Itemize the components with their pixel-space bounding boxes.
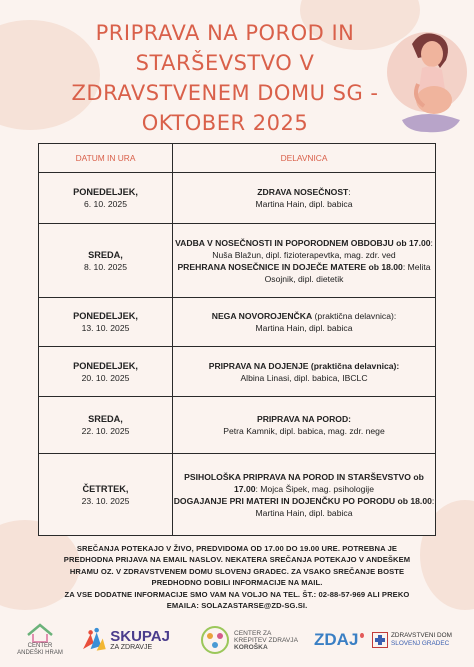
logo-text: ZDRAVSTVENI DOM — [391, 632, 452, 639]
info-line: SREČANJA POTEKAJO V ŽIVO, PREDVIDOMA OD 17.00 DO 19.00 URE. POTREBNA JE — [76, 544, 398, 553]
date-label: 22. 10. 2025 — [81, 426, 130, 436]
workshop-title: PSIHOLOŠKA PRIPRAVA NA POROD IN STARŠEVSTVO ob 17.00 — [184, 471, 424, 494]
logo-text: ANDEŠKI HRAM — [17, 650, 63, 656]
workshop-cell — [173, 397, 436, 454]
date-label: 13. 10. 2025 — [81, 323, 130, 333]
table-row — [39, 347, 436, 397]
date-cell — [39, 454, 173, 536]
title-line: ZDRAVSTVENEM DOMU SG - — [71, 81, 379, 105]
workshop-detail: : Nuša Blažun, dipl. fizioterapevtka, mag. zdr. ved — [212, 237, 433, 260]
info-line: EMAILA: SOLAZASTARSE@ZD-SG.SI. — [166, 601, 308, 611]
logo-text: SKUPAJ — [110, 628, 170, 645]
header-workshop: DELAVNICA — [173, 144, 436, 173]
workshop-cell — [173, 454, 436, 536]
day-label: SREDA, — [88, 414, 123, 424]
schedule-table — [38, 143, 436, 536]
presenter: Petra Kamnik, dipl. babica, mag. zdr. nege — [223, 426, 385, 436]
pregnant-woman-illustration — [382, 24, 468, 140]
table-row — [39, 224, 436, 298]
table-row — [39, 454, 436, 536]
page-title — [60, 18, 390, 138]
workshop-cell — [173, 173, 436, 224]
title-line: OKTOBER 2025 — [141, 111, 309, 135]
day-label: ČETRTEK, — [82, 483, 129, 494]
workshop-detail: : — [348, 187, 351, 197]
accent-dot-icon — [360, 633, 364, 638]
partner-logos — [0, 618, 474, 662]
house-icon — [25, 623, 55, 643]
workshop-title: PRIPRAVA NA POROD: — [256, 414, 352, 424]
date-label: 6. 10. 2025 — [83, 199, 127, 209]
day-label: PONEDELJEK, — [73, 360, 138, 371]
logo-skupaj-za-zdravje — [80, 618, 170, 662]
workshop-title: PRIPRAVA NA DOJENJE (praktična delavnica): — [208, 360, 400, 371]
logo-text: CENTER ZA — [234, 629, 272, 637]
logo-text: KREPITEV ZDRAVJA — [234, 636, 298, 644]
date-cell — [39, 397, 173, 454]
table-row — [39, 173, 436, 224]
logo-zd-slovenj-gradec — [372, 618, 470, 662]
info-text — [52, 543, 422, 611]
presenter: Albina Linasi, dipl. babica, IBCLC — [240, 372, 368, 383]
info-line: PREDHODNA PRIJAVA NA EMAIL NASLOV. NEKATERA SREČANJA POTEKAJO V ANDEŠKEM — [63, 555, 411, 565]
info-line: ZA VSE DODATNE INFORMACIJE SMO VAM NA VOLJO NA TEL. ŠT.: 02-88-57-969 ALI PREKO — [64, 589, 410, 599]
logo-text: ZDAJ — [314, 630, 359, 649]
workshop-cell — [173, 298, 436, 347]
workshop-cell — [173, 224, 436, 298]
presenter: Martina Hain, dipl. babica — [255, 199, 353, 209]
table-header-row — [39, 144, 436, 173]
date-label: 20. 10. 2025 — [81, 372, 130, 383]
title-line: STARŠEVSTVO V — [135, 51, 315, 75]
date-label: 23. 10. 2025 — [81, 495, 130, 506]
logo-center-krepitev-zdravja-koroska — [200, 618, 310, 662]
workshop-title: VADBA V NOSEČNOSTI IN POPORODNEM OBDOBJU ob 17.00 — [175, 237, 431, 248]
logo-text: CENTER — [27, 643, 53, 649]
presenter: Martina Hain, dipl. babica — [255, 323, 353, 333]
day-label: SREDA, — [88, 249, 123, 260]
workshop-detail: : Martina Hain, dipl. babica — [255, 495, 435, 518]
community-icon — [200, 625, 230, 655]
workshop-cell — [173, 347, 436, 397]
date-label: 8. 10. 2025 — [83, 261, 127, 272]
workshop-detail: (praktična delavnica): — [312, 311, 397, 321]
logo-zdaj — [314, 618, 364, 662]
medical-cross-icon — [372, 632, 388, 648]
day-label: PONEDELJEK, — [73, 311, 138, 321]
workshop-title: DOGAJANJE PRI MATERI IN DOJENČKU PO PORODU ob 18.00 — [173, 495, 432, 506]
date-cell — [39, 173, 173, 224]
table-row — [39, 397, 436, 454]
workshop-title: NEGA NOVOROJENČKA — [211, 311, 313, 321]
info-line: HRAMU OZ. V ZDRAVSTVENEM DOMU SLOVENJ GRADEC. ZA VSAKO SREČANJE BOSTE — [69, 566, 405, 576]
logo-text: ZA ZDRAVJE — [110, 644, 153, 651]
date-cell — [39, 224, 173, 298]
info-line: PREDHODNO DOBILI INFORMACIJE NA MAIL. — [151, 578, 323, 588]
people-icon — [80, 622, 107, 658]
workshop-title: ZDRAVA NOSEČNOST — [257, 187, 349, 197]
date-cell — [39, 347, 173, 397]
header-date: DATUM IN URA — [39, 144, 173, 173]
logo-text: KOROŠKA — [234, 643, 268, 651]
table-row — [39, 298, 436, 347]
logo-center-andeski-hram — [8, 618, 72, 662]
workshop-title: PREHRANA NOSEČNICE IN DOJEČE MATERE ob 18.00 — [177, 261, 403, 272]
logo-text: SLOVENJ GRADEC — [391, 640, 450, 647]
title-line: PRIPRAVA NA POROD IN — [95, 21, 355, 45]
day-label: PONEDELJEK, — [73, 187, 138, 197]
date-cell — [39, 298, 173, 347]
workshop-detail: : Melita Osojnik, dipl. dietetik — [264, 261, 431, 284]
workshop-detail: : Mojca Šipek, mag. psihologije — [255, 483, 374, 494]
